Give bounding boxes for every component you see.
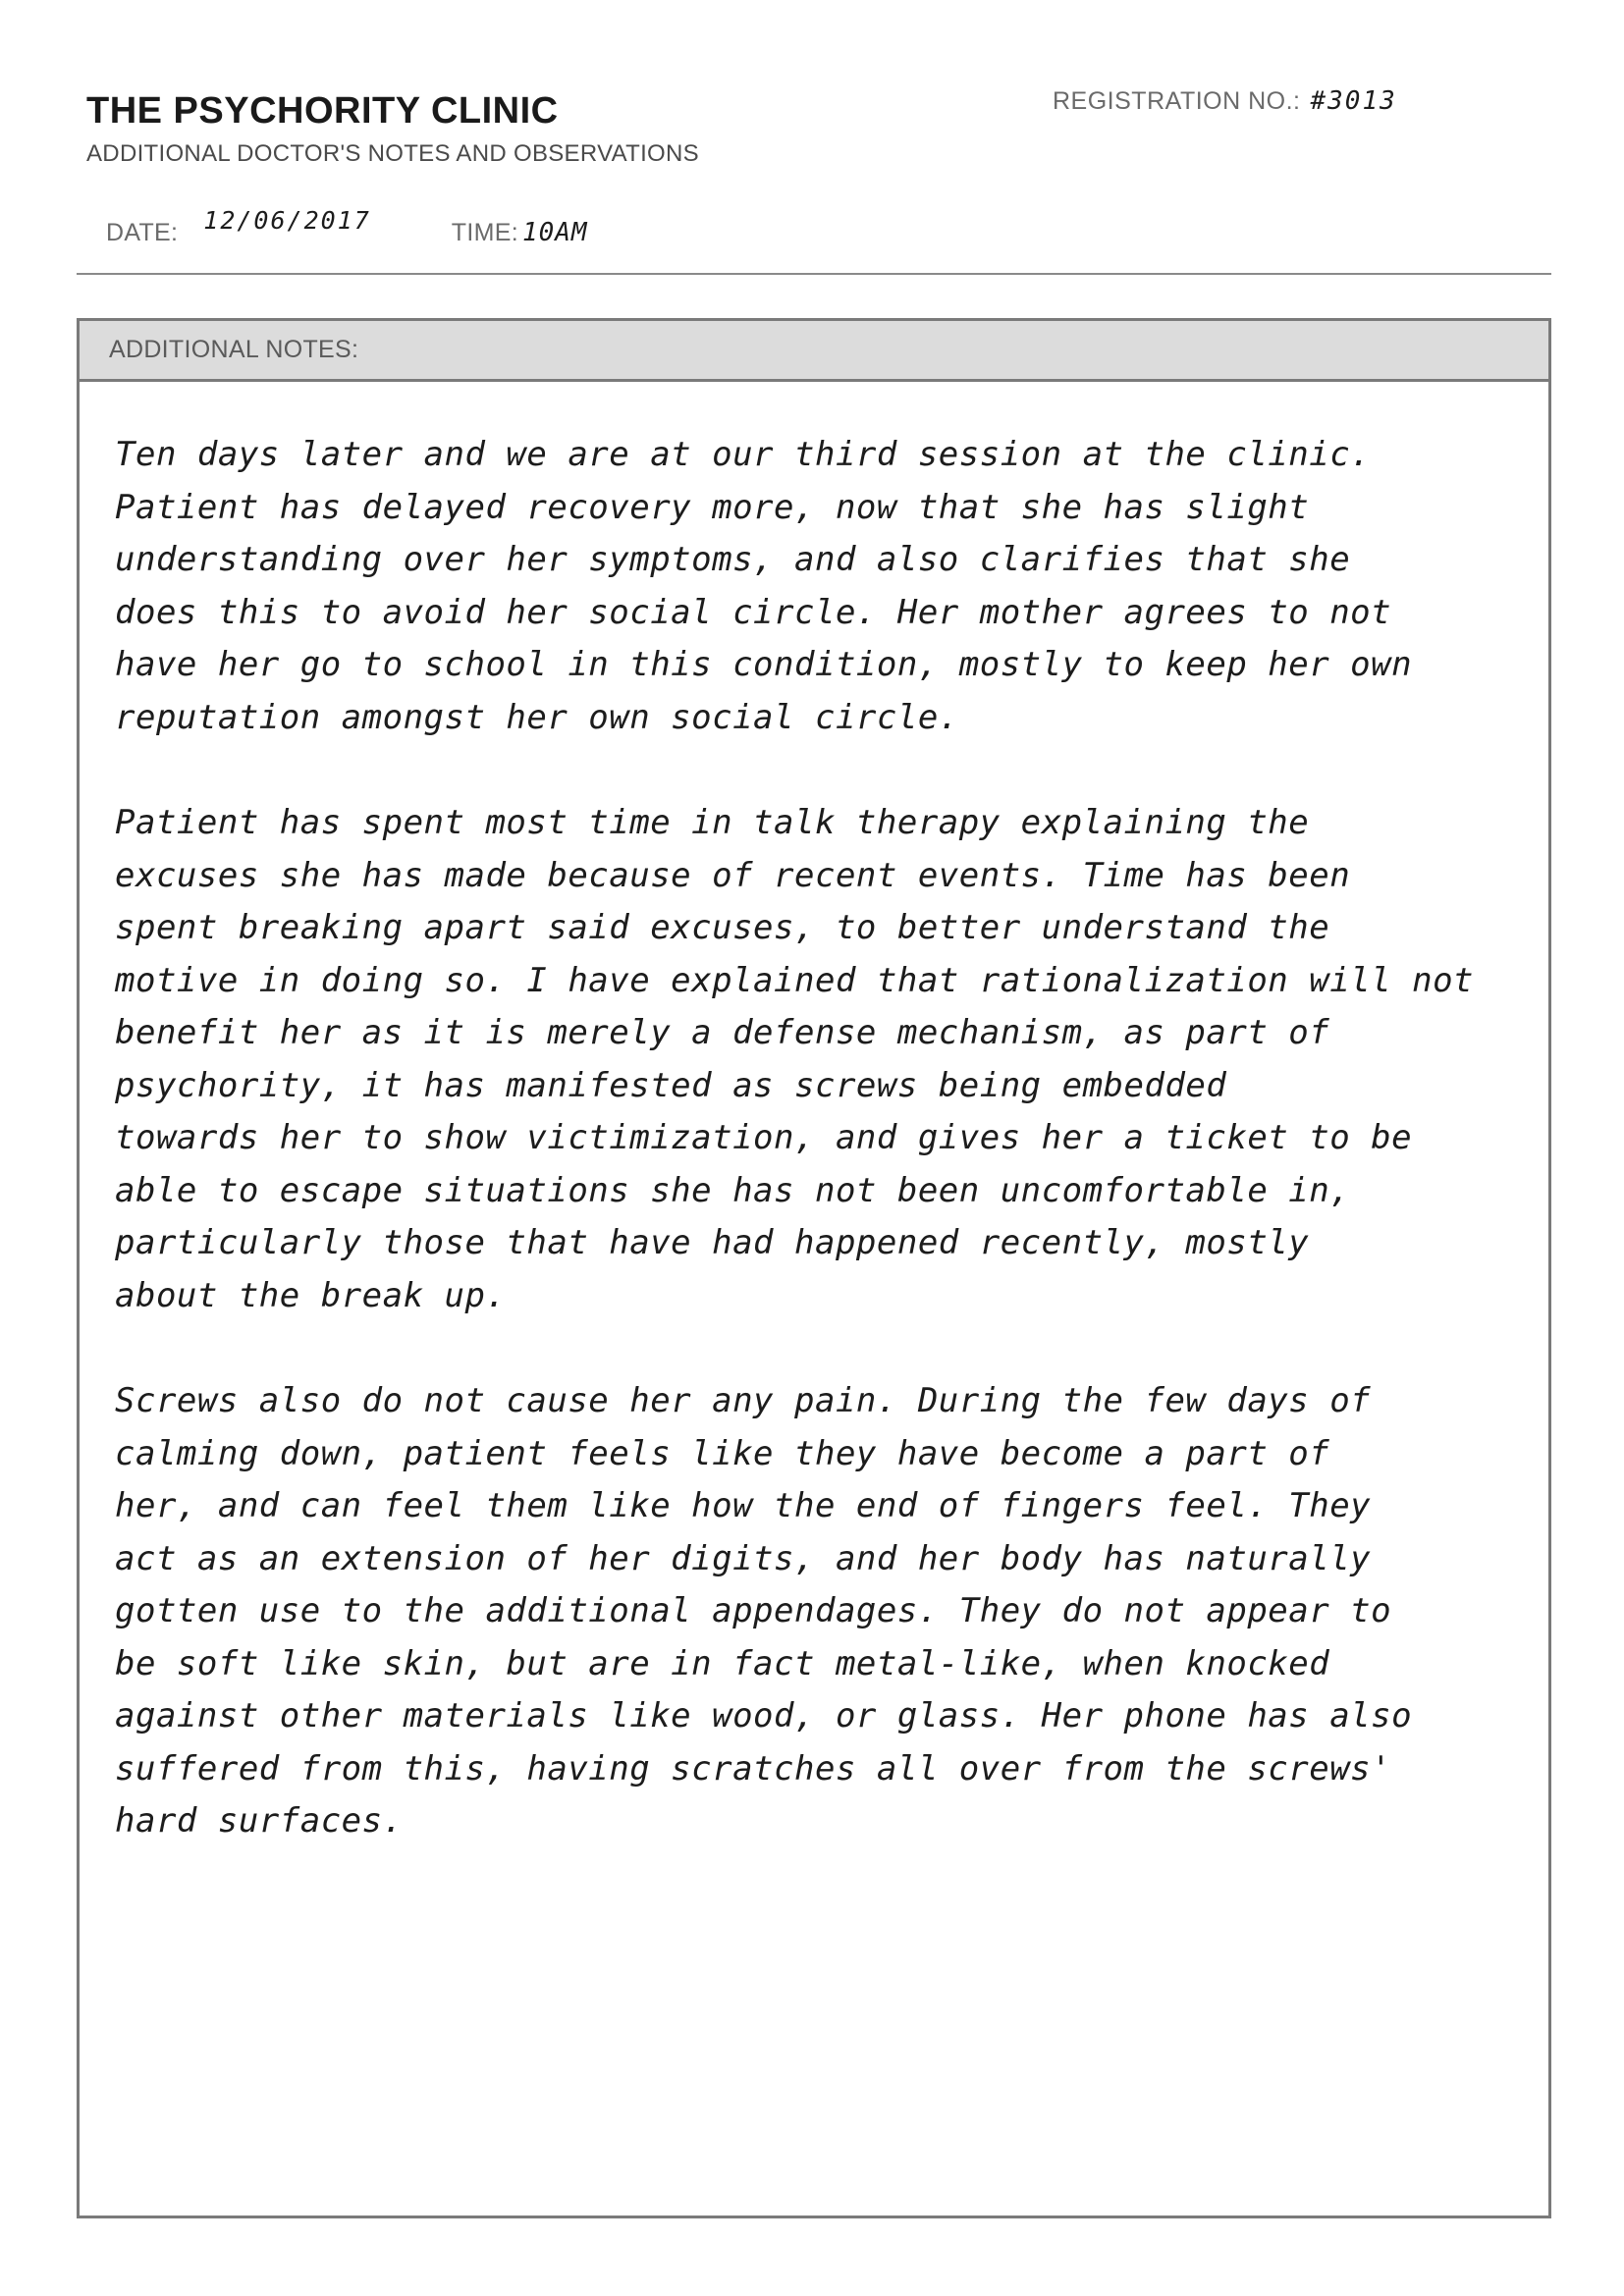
header-divider bbox=[77, 273, 1551, 275]
note-line: Ten days later and we are at our third session at the clinic. bbox=[115, 435, 1372, 474]
date-time-row bbox=[106, 206, 588, 247]
registration-value: #3013 bbox=[1310, 86, 1397, 116]
note-line: against other materials like wood, or glass. Her phone has also bbox=[115, 1696, 1413, 1735]
note-line: Patient has spent most time in talk therapy explaining the bbox=[115, 803, 1310, 842]
registration-label: REGISTRATION NO.: bbox=[1053, 87, 1301, 115]
note-line: benefit her as it is merely a defense mechanism, as part of bbox=[115, 1013, 1330, 1052]
note-line: does this to avoid her social circle. Her mother agrees to not bbox=[115, 592, 1392, 632]
time-label: TIME: bbox=[451, 219, 518, 246]
note-line: calming down, patient feels like they have become a part of bbox=[115, 1433, 1330, 1473]
note-line: particularly those that have had happened recently, mostly bbox=[115, 1223, 1310, 1262]
clinic-name: THE PSYCHORITY CLINIC bbox=[86, 90, 559, 132]
time-value: 10AM bbox=[521, 218, 588, 247]
note-paragraph bbox=[115, 1375, 1519, 1848]
notes-section-label: ADDITIONAL NOTES: bbox=[109, 336, 359, 363]
note-line: act as an extension of her digits, and her body has naturally bbox=[115, 1538, 1372, 1578]
note-paragraph bbox=[115, 797, 1519, 1322]
note-line: spent breaking apart said excuses, to better understand the bbox=[115, 908, 1330, 947]
note-line: her, and can feel them like how the end of fingers feel. They bbox=[115, 1486, 1372, 1525]
notes-body bbox=[80, 382, 1548, 1848]
note-line: suffered from this, having scratches all over from the screws' bbox=[115, 1748, 1392, 1789]
note-line: able to escape situations she has not been uncomfortable in, bbox=[115, 1170, 1351, 1210]
note-line: understanding over her symptoms, and also clarifies that she bbox=[115, 540, 1351, 579]
note-line: Patient has delayed recovery more, now that she has slight bbox=[115, 487, 1310, 527]
note-line: be soft like skin, but are in fact metal-like, when knocked bbox=[115, 1643, 1330, 1683]
note-line: reputation amongst her own social circle. bbox=[115, 697, 959, 737]
note-line: psychority, it has manifested as screws being embedded bbox=[115, 1065, 1227, 1105]
note-line: hard surfaces. bbox=[115, 1801, 404, 1841]
note-line: Screws also do not cause her any pain. During the few days of bbox=[115, 1381, 1372, 1420]
additional-notes-box bbox=[77, 318, 1551, 2218]
note-line: excuses she has made because of recent events. Time has been bbox=[115, 855, 1351, 895]
date-label: DATE: bbox=[106, 219, 179, 246]
registration-field bbox=[1053, 86, 1397, 116]
note-line: about the break up. bbox=[115, 1275, 507, 1315]
date-value: 12/06/2017 bbox=[203, 206, 371, 235]
note-line: towards her to show victimization, and gives her a ticket to be bbox=[115, 1118, 1413, 1157]
form-subtitle: ADDITIONAL DOCTOR'S NOTES AND OBSERVATIONS bbox=[86, 140, 699, 167]
notes-section-header bbox=[80, 321, 1548, 382]
note-line: motive in doing so. I have explained that rationalization will not bbox=[115, 960, 1475, 1000]
note-line: gotten use to the additional appendages. They do not appear to bbox=[115, 1591, 1392, 1630]
note-line: have her go to school in this condition, mostly to keep her own bbox=[115, 645, 1413, 684]
note-paragraph bbox=[115, 429, 1519, 744]
